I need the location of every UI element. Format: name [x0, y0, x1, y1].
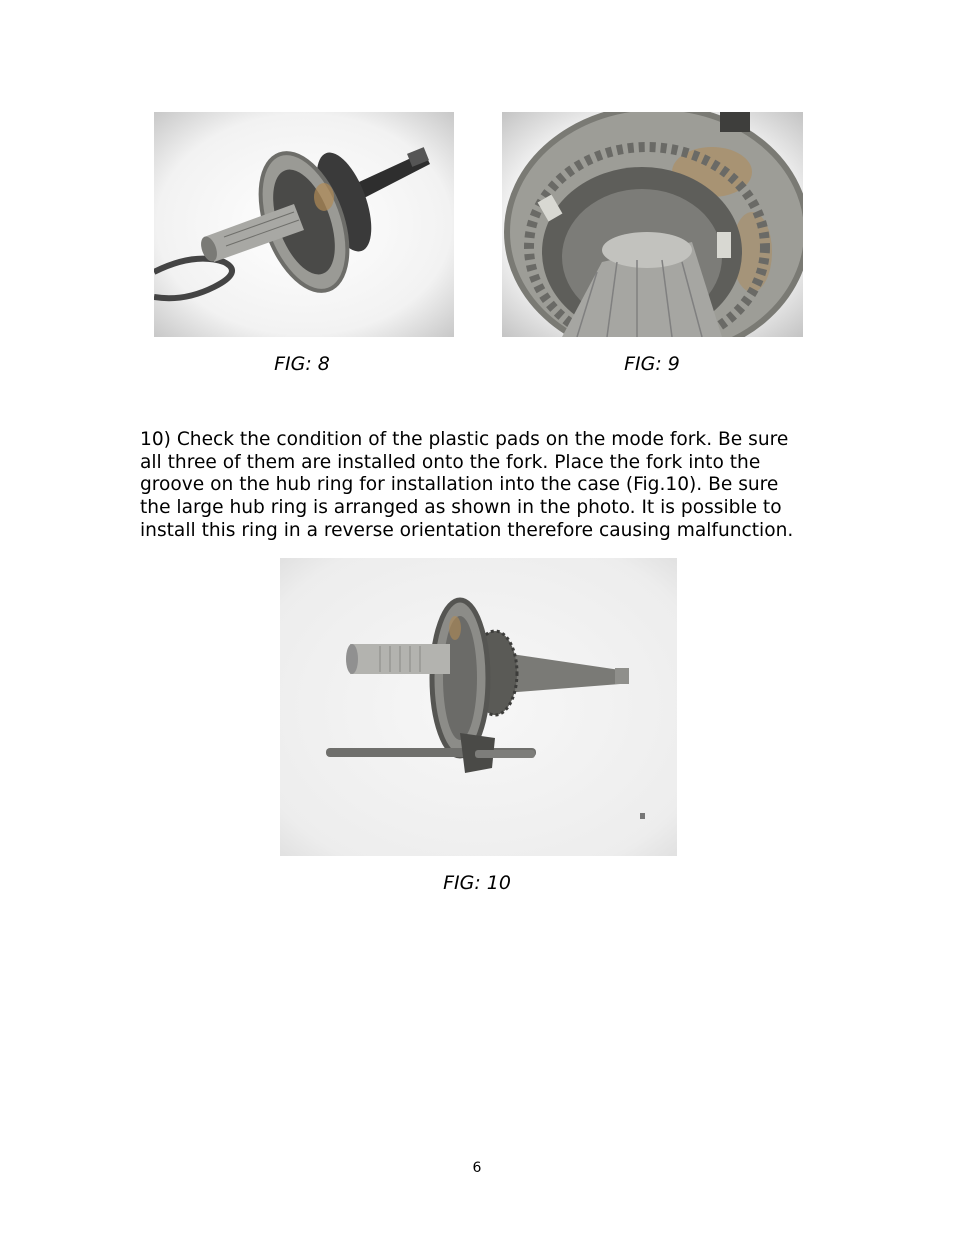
- fig-10-photo: [280, 558, 677, 856]
- fig-8-caption: FIG: 8: [274, 353, 330, 375]
- paragraph-line: groove on the hub ring for installation into the case (Fig.10). Be sure: [140, 474, 779, 496]
- paragraph-line: 10) Check the condition of the plastic pads on the mode fork. Be sure: [140, 429, 789, 450]
- fig-9-hub-ring-closeup-image: [502, 112, 803, 337]
- instruction-paragraph: [140, 429, 820, 543]
- paragraph-line: the large hub ring is arranged as shown in the photo. It is possible to: [140, 497, 782, 519]
- fig-9-photo: [502, 112, 803, 337]
- paragraph-line: all three of them are installed onto the fork. Place the fork into the: [140, 451, 761, 473]
- paragraph-line: install this ring in a reverse orientation therefore causing malfunction.: [140, 519, 794, 541]
- fig-10-fork-and-shaft-image: [280, 558, 677, 856]
- fig-9-caption: FIG: 9: [624, 353, 680, 375]
- fig-10-caption: FIG: 10: [443, 872, 511, 894]
- page-number: 6: [472, 1160, 482, 1176]
- fig-8-shaft-assembly-image: [154, 112, 454, 337]
- fig-8-photo: [154, 112, 454, 337]
